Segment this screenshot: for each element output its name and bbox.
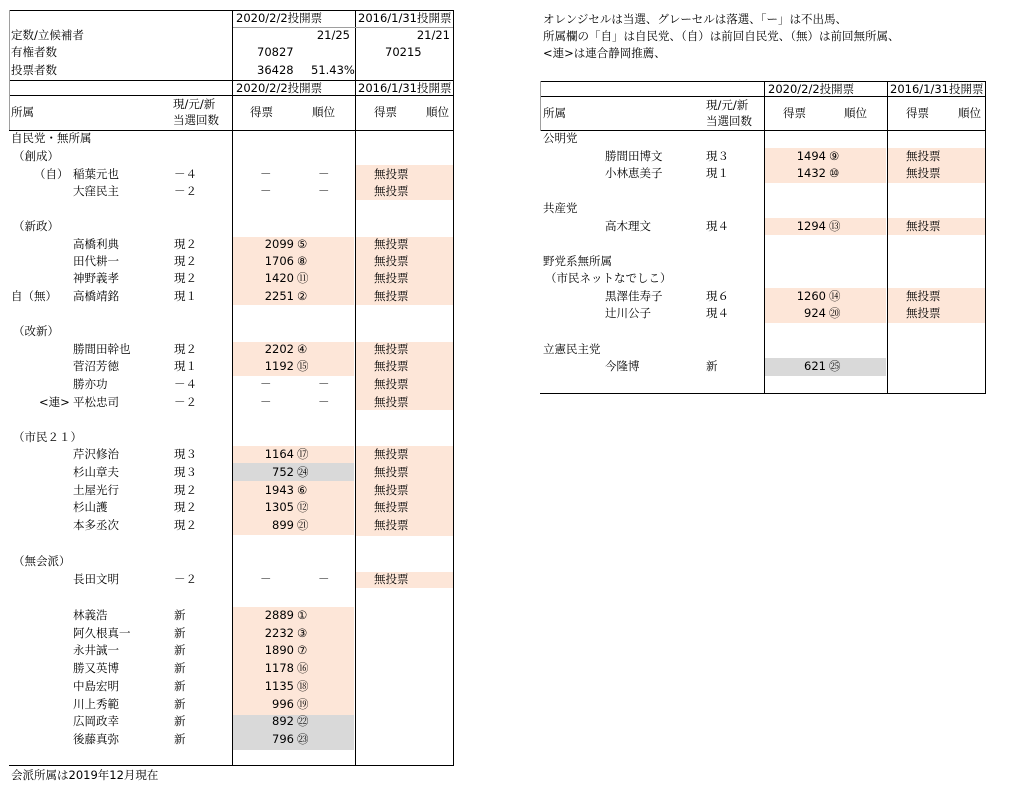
candidate-votes: 1305 [264,500,294,514]
candidate-votes: 892 [272,714,294,728]
uncontested-2016: 無投票 [906,149,941,163]
candidate-rank: ㉑ [297,518,309,532]
candidate-name: 稲葉元也 [73,167,119,181]
uncontested-2016: 無投票 [374,167,409,181]
uncontested-2016: 無投票 [374,447,409,461]
group-label: 立憲民主党 [543,342,601,356]
candidate-rank: ⑯ [297,661,309,675]
candidate-votes: 2251 [264,289,294,303]
candidate-votes: 621 [804,359,826,373]
candidate-rank: ㉕ [829,359,841,373]
candidate-votes: 2889 [264,608,294,622]
candidate-name: 土屋光行 [73,483,119,497]
uncontested-2016: 無投票 [906,166,941,180]
candidate-votes: 1432 [796,166,826,180]
label-seats: 定数/立候補者 [11,28,84,42]
candidate-status: －２ [174,184,197,198]
note-line-2: 所属欄の「自」は自民党、（自）は前回自民党、（無）は前回無所属、 [543,29,900,43]
candidate-status: 現２ [174,237,197,251]
candidate-status: 現４ [706,219,729,233]
candidate-votes: － [260,377,272,391]
uncontested-2016: 無投票 [374,395,409,409]
candidate-votes: 1494 [796,149,826,163]
header-2016: 2016/1/31投開票 [890,82,984,96]
col-votes-2020: 得票 [250,105,273,119]
candidate-name: 後藤真弥 [73,732,119,746]
candidate-rank: － [318,377,330,391]
candidate-status: 新 [174,697,186,711]
party-prefix: （自） [34,167,69,181]
candidate-name: 今隆博 [605,359,640,373]
candidate-name: 勝又英博 [73,661,119,675]
candidate-votes: 2232 [264,626,294,640]
candidate-rank: ⑱ [297,679,309,693]
candidate-status: －４ [174,167,197,181]
candidate-rank: ⑤ [297,237,308,251]
candidate-votes: 996 [272,697,294,711]
candidate-rank: ③ [297,626,308,640]
uncontested-2016: 無投票 [374,184,409,198]
turnout-2020: 36428 [257,63,294,77]
candidate-status: 現３ [706,149,729,163]
group-label: （創成） [13,149,59,163]
candidate-status: 新 [174,732,186,746]
candidate-name: 高橋利典 [73,237,119,251]
candidate-rank: ② [297,289,308,303]
candidate-votes: 2099 [264,237,294,251]
candidate-rank: － [318,167,330,181]
candidate-status: 現１ [174,289,197,303]
candidate-name: 杉山章夫 [73,465,119,479]
candidate-votes: 924 [804,306,826,320]
col-status-2: 当選回数 [173,113,219,127]
candidate-rank: ⑬ [829,219,841,233]
candidate-name: 辻川公子 [605,306,651,320]
group-label: （市民ネットなでしこ） [545,271,672,285]
candidate-votes: － [260,167,272,181]
header2-2016: 2016/1/31投開票 [358,81,452,95]
candidate-name: 中島宏明 [73,679,119,693]
candidate-votes: － [260,572,272,586]
candidate-status: －２ [174,572,197,586]
candidate-rank: ⑨ [829,149,840,163]
candidate-votes: 796 [272,732,294,746]
candidate-votes: 1135 [264,679,294,693]
candidate-votes: 899 [272,518,294,532]
col-rank-2016: 順位 [426,105,449,119]
seats-2016: 21/21 [416,28,450,42]
uncontested-2016: 無投票 [374,254,409,268]
candidate-votes: 1164 [264,447,294,461]
candidate-votes: － [260,184,272,198]
footer-note: 会派所属は2019年12月現在 [11,768,159,782]
group-label: 公明党 [543,131,578,145]
uncontested-2016: 無投票 [374,342,409,356]
header-2020: 2020/2/2投開票 [768,82,855,96]
candidate-votes: 1706 [264,254,294,268]
col-votes-2016: 得票 [374,105,397,119]
candidate-rank: ⑧ [297,254,308,268]
candidate-rank: ⑭ [829,289,841,303]
candidate-name: 大窪民主 [73,184,119,198]
candidate-rank: ㉓ [297,732,309,746]
candidate-status: 新 [174,643,186,657]
group-label: 野党系無所属 [543,254,612,268]
candidate-rank: ⑪ [297,271,309,285]
label-turnout: 投票者数 [11,63,57,77]
candidate-status: 現２ [174,500,197,514]
candidate-rank: ⑩ [829,166,840,180]
candidate-rank: ④ [297,342,308,356]
candidate-name: 長田文明 [73,572,119,586]
uncontested-2016: 無投票 [374,289,409,303]
candidate-status: －４ [174,377,197,391]
header2-2020: 2020/2/2投開票 [236,81,323,95]
candidate-votes: 1178 [264,661,294,675]
candidate-status: 新 [174,714,186,728]
group-label: （改新） [13,324,59,338]
voters-2020: 70827 [257,45,294,59]
candidate-status: 新 [174,608,186,622]
party-prefix: <連> [39,395,70,409]
candidate-status: 現１ [706,166,729,180]
uncontested-2016: 無投票 [374,377,409,391]
uncontested-2016: 無投票 [906,306,941,320]
candidate-rank: ⑰ [297,447,309,461]
candidate-rank: ⑳ [829,306,841,320]
group-label: 自民党・無所属 [11,131,92,145]
candidate-rank: － [318,572,330,586]
note-line-1: オレンジセルは当選、グレーセルは落選、「ー」は不出馬、 [543,12,847,26]
group-label: （新政） [13,219,59,233]
candidate-votes: 1943 [264,483,294,497]
uncontested-2016: 無投票 [906,289,941,303]
uncontested-2016: 無投票 [374,483,409,497]
uncontested-2016: 無投票 [374,572,409,586]
col-status-2: 当選回数 [706,114,752,128]
candidate-status: 現２ [174,518,197,532]
candidate-name: 田代耕一 [73,254,119,268]
uncontested-2016: 無投票 [374,271,409,285]
candidate-votes: 1890 [264,643,294,657]
candidate-status: 新 [174,679,186,693]
candidate-rank: ① [297,608,308,622]
candidate-rank: － [318,184,330,198]
candidate-rank: ㉒ [297,714,309,728]
uncontested-2016: 無投票 [374,359,409,373]
group-label: 共産党 [543,201,578,215]
candidate-name: 本多丞次 [73,518,119,532]
group-label: （市民２１） [13,430,82,444]
candidate-status: －２ [174,395,197,409]
candidate-status: 現３ [174,447,197,461]
candidate-name: 阿久根真一 [73,626,131,640]
candidate-name: 永井誠一 [73,643,119,657]
candidate-rank: ⑦ [297,643,308,657]
candidate-name: 杉山護 [73,500,108,514]
candidate-votes: 1294 [796,219,826,233]
uncontested-2016: 無投票 [906,219,941,233]
candidate-status: 現１ [174,359,197,373]
candidate-name: 広岡政幸 [73,714,119,728]
candidate-name: 勝亦功 [73,377,108,391]
candidate-name: 黒澤佳寿子 [605,289,663,303]
candidate-name: 勝間田博文 [605,149,663,163]
candidate-status: 現４ [706,306,729,320]
col-votes-2020: 得票 [783,106,806,120]
uncontested-2016: 無投票 [374,465,409,479]
note-line-3: <連>は連合静岡推薦、 [543,46,666,60]
candidate-name: 小林恵美子 [605,166,663,180]
candidate-name: 勝間田幹也 [73,342,131,356]
candidate-status: 新 [174,661,186,675]
candidate-rank: ⑥ [297,483,308,497]
candidate-status: 現２ [174,342,197,356]
candidate-votes: 752 [272,465,294,479]
candidate-votes: 1260 [796,289,826,303]
turnout-pct: 51.43% [311,63,355,77]
group-label: （無会派） [13,554,71,568]
candidate-status: 現２ [174,254,197,268]
header-2016: 2016/1/31投開票 [358,11,452,25]
candidate-votes: 1192 [264,359,294,373]
header-2020: 2020/2/2投開票 [236,11,323,25]
uncontested-2016: 無投票 [374,500,409,514]
candidate-rank: ⑫ [297,500,309,514]
candidate-votes: 1420 [264,271,294,285]
candidate-status: 新 [706,359,718,373]
candidate-rank: － [318,395,330,409]
candidate-status: 現３ [174,465,197,479]
voters-2016: 70215 [385,45,422,59]
candidate-status: 新 [174,626,186,640]
candidate-rank: ㉔ [297,465,309,479]
label-voters: 有権者数 [11,45,57,59]
candidate-status: 現２ [174,483,197,497]
candidate-name: 平松忠司 [73,395,119,409]
col-affiliation: 所属 [11,105,34,119]
candidate-status: 現２ [174,271,197,285]
candidate-name: 高木理文 [605,219,651,233]
uncontested-2016: 無投票 [374,518,409,532]
col-rank-2020: 順位 [312,105,335,119]
candidate-status: 現６ [706,289,729,303]
candidate-name: 菅沼芳徳 [73,359,119,373]
seats-2020: 21/25 [316,28,350,42]
candidate-rank: ⑲ [297,697,309,711]
candidate-name: 川上秀範 [73,697,119,711]
col-rank-2016: 順位 [958,106,981,120]
uncontested-2016: 無投票 [374,237,409,251]
candidate-rank: ⑮ [297,359,309,373]
candidate-name: 高橋靖銘 [73,289,119,303]
col-affiliation: 所属 [543,106,566,120]
col-votes-2016: 得票 [906,106,929,120]
col-status-1: 現/元/新 [173,97,216,111]
candidate-name: 芹沢修治 [73,447,119,461]
party-prefix: 自（無） [11,289,57,303]
col-status-1: 現/元/新 [706,98,749,112]
col-rank-2020: 順位 [844,106,867,120]
candidate-name: 林義浩 [73,608,108,622]
candidate-name: 神野義孝 [73,271,119,285]
candidate-votes: 2202 [264,342,294,356]
candidate-votes: － [260,395,272,409]
